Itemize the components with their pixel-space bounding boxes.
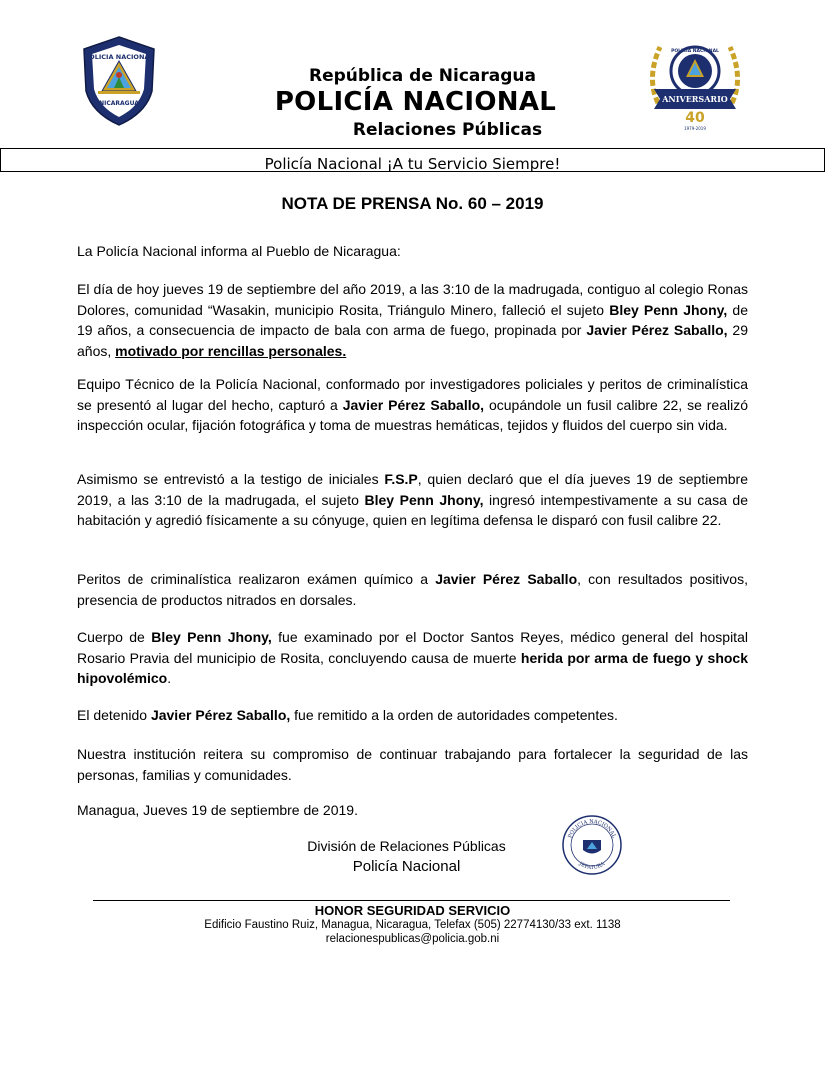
footer-email[interactable]: relacionespublicas@policia.gob.ni [325, 933, 500, 945]
paragraph-commitment: Nuestra institución reitera su compromiso de continuar trabajando para fortalecer la seguridad de las personas, familias y comunidades. [77, 746, 748, 783]
text-span: fue remitido a la orden de autoridades competentes. [290, 707, 618, 723]
text-span: , con resultados positivos, presencia de productos nitrados en dorsales. [77, 571, 748, 608]
paragraph-intro: La Policía Nacional informa al Pueblo de Nicaragua: [77, 243, 401, 259]
slogan-box [0, 148, 825, 172]
logo-left-subtext: NICARAGUA [99, 100, 139, 107]
slogan-text: Policía Nacional ¡A tu Servicio Siempre! [264, 155, 561, 172]
text-span: . [167, 670, 172, 686]
underlined-motive: motivado por rencillas personales [115, 342, 343, 359]
bold-name: Javier Pérez Saballo, [586, 322, 728, 338]
header-republic: República de Nicaragua [308, 66, 536, 86]
logo-right-years: 1979-2019 [684, 126, 706, 131]
footer-address: Edificio Faustino Ruiz, Managua, Nicaragua, Telefax (505) 22774130/33 ext. 1138 [204, 919, 621, 931]
bold-name: Javier Pérez Saballo, [150, 707, 291, 723]
text-span: . [342, 342, 347, 359]
seal-top-text: POLICIA NACIONAL [567, 818, 617, 840]
bold-name: Javier Pérez Saballo [435, 571, 578, 587]
signature-org: Policía Nacional [352, 858, 461, 875]
logo-right-banner: ANIVERSARIO [662, 94, 728, 104]
text-span: ingresó intempestivamente a su casa de habitación y agredió físicamente a su cónyuge, quien en legítima defensa le disparó con fusil calibre 22. [77, 491, 748, 528]
paragraph-date: Managua, Jueves 19 de septiembre de 2019. [77, 802, 358, 818]
bold-name: Bley Penn Jhony, [364, 491, 484, 508]
text-span: ocupándole un fusil calibre 22, se realizó inspección ocular, fijación fotográfica y toma de muestras hemáticas, tejidos y fluidos del cuerpo sin vida. [77, 396, 749, 433]
seal-bottom-text: JEFATURA [577, 861, 607, 872]
text-span: El detenido [77, 707, 151, 723]
text-span: , quien declaró que el día jueves 19 de septiembre 2019, a las 3:10 de la madrugada, el sujeto [77, 471, 749, 508]
header-police-title: POLICÍA NACIONAL [274, 87, 557, 117]
logo-left-text: POLICIA NACIONAL [84, 53, 154, 61]
paragraph-forensics [77, 569, 748, 610]
bold-name: Javier Pérez Saballo, [342, 396, 485, 413]
bold-initials: F.S.P [384, 471, 418, 487]
press-note-title: NOTA DE PRENSA No. 60 – 2019 [281, 194, 544, 213]
logo-right-number: 40 [685, 110, 705, 126]
text-span: fue examinado por el Doctor Santos Reyes, médico general del hospital Rosario Pravia del municipio de Rosita, concluyendo causa de muerte [77, 629, 748, 666]
logo-right-top-text: POLICIA NACIONAL [671, 49, 719, 54]
header-department: Relaciones Públicas [352, 120, 543, 140]
text-span: de 19 años, a consecuencia de impacto de bala con arma de fuego, propinada por [77, 301, 748, 338]
paragraph-event [77, 279, 748, 361]
bold-name: Bley Penn Jhony, [151, 629, 272, 645]
footer-divider [93, 900, 730, 901]
text-span: Equipo Técnico de la Policía Nacional, conformado por investigadores policiales y peritos de criminalística se presentó al lugar del hecho, capturó a [77, 376, 748, 413]
text-span: El día de hoy jueves 19 de septiembre del año 2019, a las 3:10 de la madrugada, contiguo al colegio Ronas Dolores, comunidad “Wasakin, municipio Rosita, Triángulo Minero, falleció el sujeto [77, 281, 748, 318]
text-span: Peritos de criminalística realizaron exámen químico a [77, 571, 436, 587]
paragraph-medical [77, 627, 748, 689]
signature-division: División de Relaciones Públicas [307, 838, 506, 854]
paragraph-witness [77, 469, 748, 531]
text-span: Asimismo se entrevistó a la testigo de iniciales [77, 471, 385, 487]
footer-motto: HONOR SEGURIDAD SERVICIO [314, 903, 511, 918]
jefatura-seal-icon [561, 814, 623, 876]
paragraph-technical-team [77, 374, 748, 436]
paragraph-detainee [77, 705, 748, 726]
text-span: Cuerpo de [77, 629, 152, 645]
bold-name: Bley Penn Jhony, [609, 301, 728, 318]
text-span: 29 años, [77, 322, 748, 359]
bold-cause: herida por arma de fuego y shock hipovolémico [77, 649, 748, 686]
